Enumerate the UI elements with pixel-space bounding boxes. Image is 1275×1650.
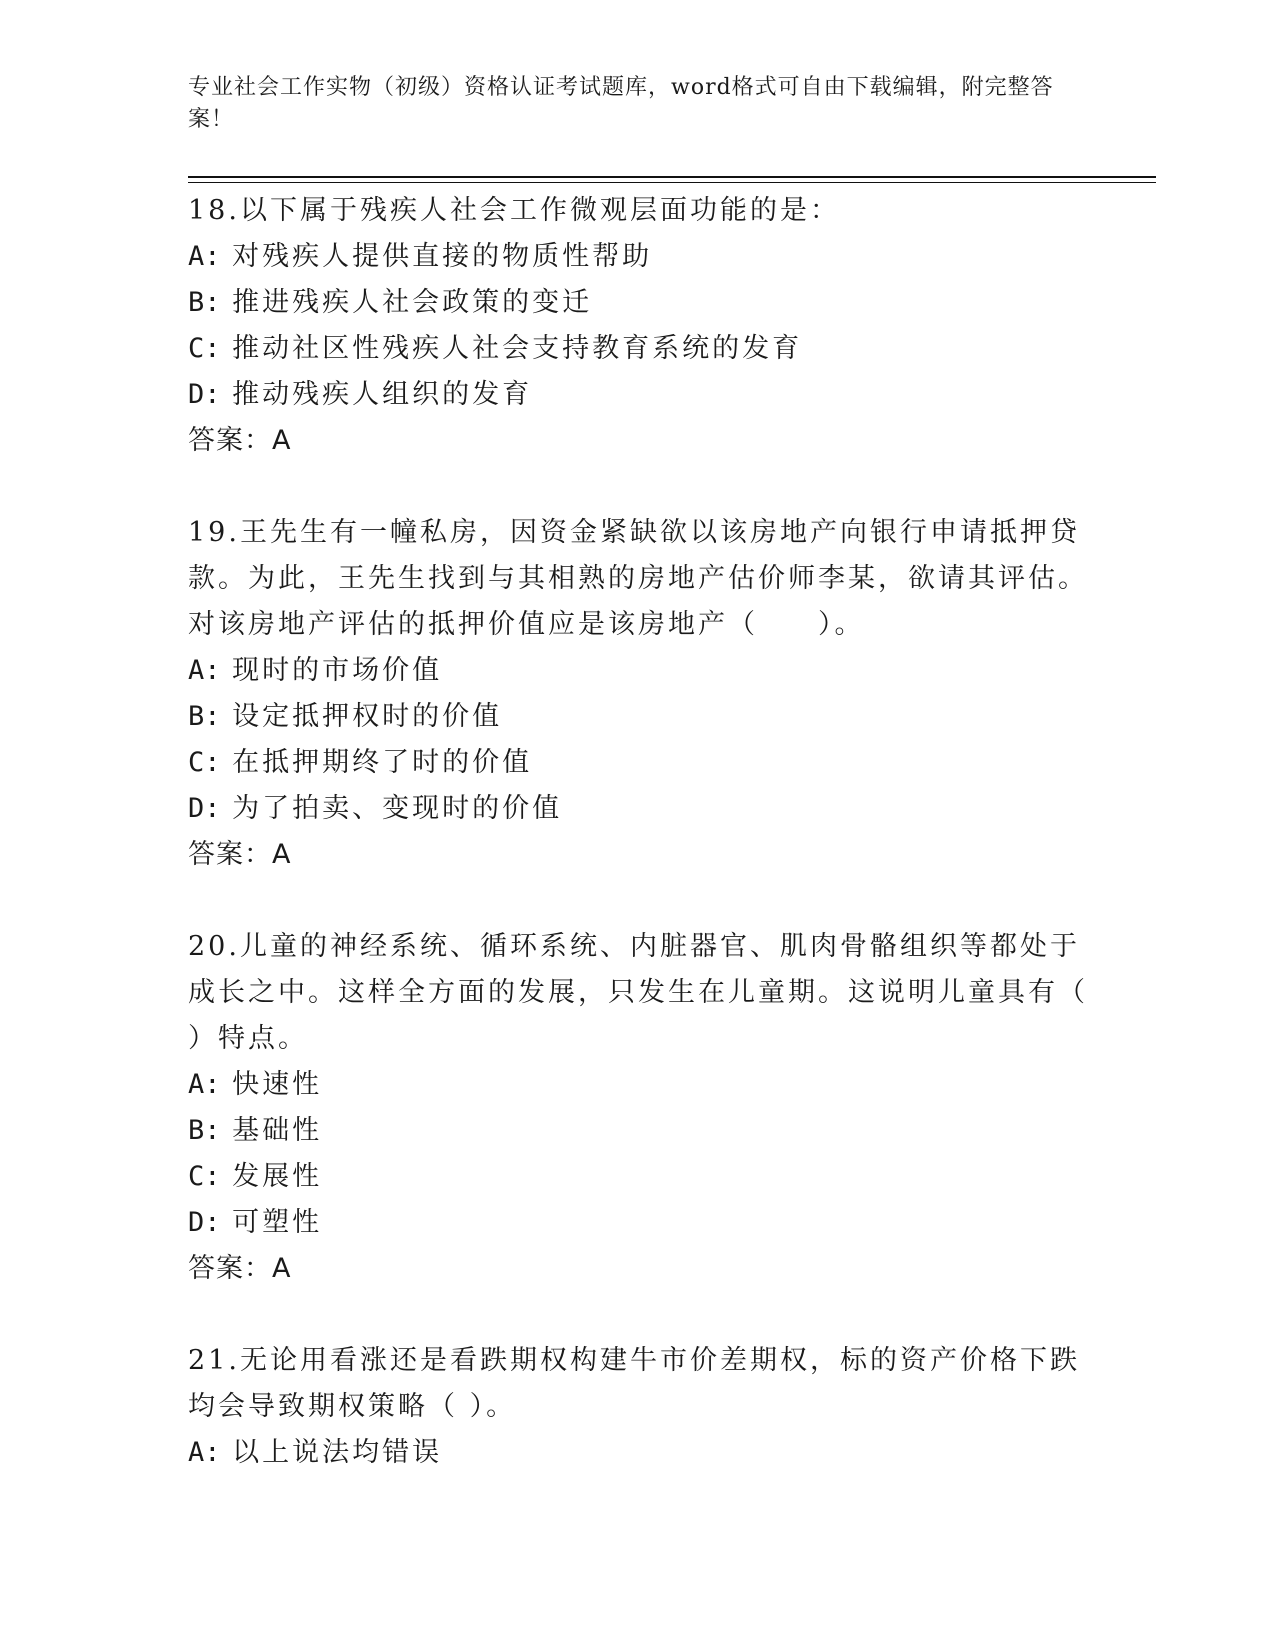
option-text: 以上说法均错误 (232, 1437, 443, 1468)
answer: 答案：A (188, 425, 292, 456)
document-header: 专业社会工作实物（初级）资格认证考试题库，word格式可自由下载编辑，附完整答案！ (188, 75, 1054, 132)
option-a (188, 648, 1088, 694)
option-text: 为了拍卖、变现时的价值 (232, 793, 563, 824)
option-label: D: (188, 793, 221, 824)
option-text: 基础性 (232, 1115, 323, 1146)
answer: 答案：A (188, 839, 292, 870)
question-stem: 19.王先生有一幢私房，因资金紧缺欲以该房地产向银行申请抵押贷款。为此，王先生找到与其相熟的房地产估价师李某，欲请其评估。对该房地产评估的抵押价值应是该房地产（ ）。 (188, 517, 1088, 640)
option-d (188, 1200, 1088, 1246)
option-text: 发展性 (232, 1161, 323, 1192)
option-a (188, 234, 1088, 280)
option-text: 推动残疾人组织的发育 (232, 379, 533, 410)
option-c (188, 1154, 1088, 1200)
option-label: A: (188, 1069, 221, 1100)
option-c (188, 326, 1088, 372)
option-label: C: (188, 333, 221, 364)
option-label: B: (188, 287, 221, 318)
option-d (188, 372, 1088, 418)
question-stem: 21.无论用看涨还是看跌期权构建牛市价差期权，标的资产价格下跌均会导致期权策略（ ）。 (188, 1345, 1080, 1422)
question-stem: 18.以下属于残疾人社会工作微观层面功能的是： (188, 195, 840, 226)
option-a (188, 1062, 1088, 1108)
option-text: 快速性 (232, 1069, 323, 1100)
question-20 (188, 924, 1088, 1292)
option-c (188, 740, 1088, 786)
header-divider-thin (188, 182, 1156, 183)
option-label: B: (188, 701, 221, 732)
option-label: A: (188, 241, 221, 272)
header-divider-thick (188, 176, 1156, 178)
option-label: C: (188, 1161, 221, 1192)
option-text: 对残疾人提供直接的物质性帮助 (232, 241, 653, 272)
option-text: 设定抵押权时的价值 (232, 701, 503, 732)
option-b (188, 1108, 1088, 1154)
option-text: 推动社区性残疾人社会支持教育系统的发育 (232, 333, 803, 364)
option-text: 现时的市场价值 (232, 655, 443, 686)
option-a (188, 1430, 1088, 1476)
question-stem: 20.儿童的神经系统、循环系统、内脏器官、肌肉骨骼组织等都处于成长之中。这样全方面的发展，只发生在儿童期。这说明儿童具有（ ）特点。 (188, 931, 1088, 1054)
option-label: A: (188, 655, 221, 686)
option-label: C: (188, 747, 221, 778)
option-text: 在抵押期终了时的价值 (232, 747, 533, 778)
option-b (188, 280, 1088, 326)
answer: 答案：A (188, 1253, 292, 1284)
option-label: D: (188, 1207, 221, 1238)
question-19 (188, 510, 1088, 878)
option-d (188, 786, 1088, 832)
question-list (188, 188, 1088, 1522)
option-label: B: (188, 1115, 221, 1146)
option-text: 推进残疾人社会政策的变迁 (232, 287, 593, 318)
question-18 (188, 188, 1088, 464)
option-label: A: (188, 1437, 221, 1468)
option-label: D: (188, 379, 221, 410)
question-21 (188, 1338, 1088, 1476)
option-text: 可塑性 (232, 1207, 323, 1238)
option-b (188, 694, 1088, 740)
